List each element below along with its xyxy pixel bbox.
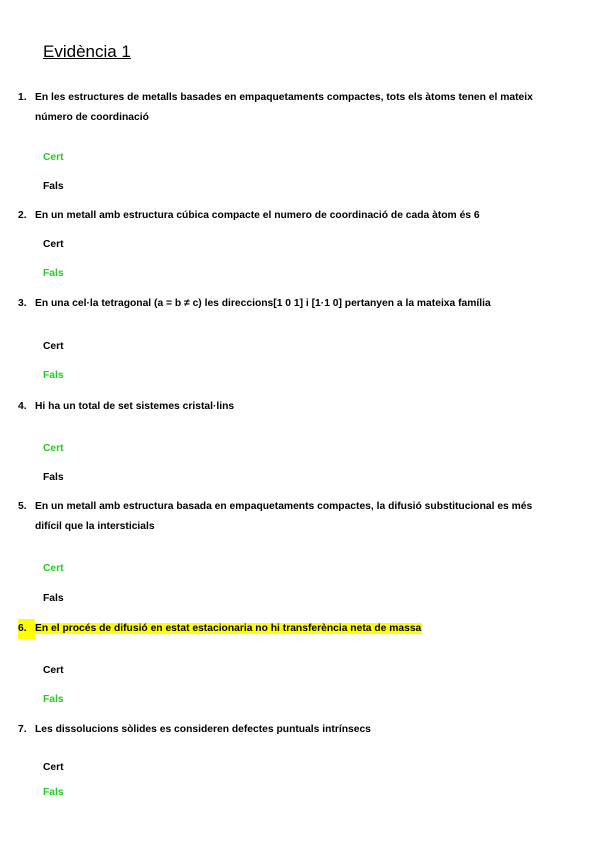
question-6 [18, 619, 558, 639]
question-number: 2. [18, 210, 27, 221]
question-text: En una cel·la tetragonal (a = b ≠ c) les direccions[1 0 1] i [1·1 0] pertanyen a la mateixa família [35, 298, 491, 309]
option-cert[interactable]: Cert [43, 563, 64, 574]
option-cert[interactable]: Cert [43, 239, 64, 250]
option-fals[interactable]: Fals [43, 181, 64, 192]
page-title: Evidència 1 [43, 42, 131, 61]
question-text: En un metall amb estructura basada en empaquetaments compactes, la difusió substitucional es més difícil que la intersticials [35, 501, 533, 532]
option-cert[interactable]: Cert [43, 341, 64, 352]
question-text: En les estructures de metalls basades en empaquetaments compactes, tots els àtoms tenen el mateix número de coordinació [35, 92, 533, 123]
question-7 [18, 720, 558, 740]
question-3 [18, 294, 558, 314]
question-2 [18, 206, 558, 226]
option-cert[interactable]: Cert [43, 152, 64, 163]
option-cert[interactable]: Cert [43, 443, 64, 454]
question-number: 3. [18, 298, 27, 309]
question-number: 1. [18, 92, 27, 103]
question-1 [18, 88, 558, 128]
question-text: Les dissolucions sòlides es consideren defectes puntuals intrínsecs [35, 724, 371, 735]
question-number: 5. [18, 501, 27, 512]
question-text: En el procés de difusió en estat estacionaria no hi transferència neta de massa [35, 623, 422, 634]
option-fals[interactable]: Fals [43, 787, 64, 798]
option-fals[interactable]: Fals [43, 370, 64, 381]
question-number: 6. [18, 619, 35, 639]
option-fals[interactable]: Fals [43, 268, 64, 279]
question-number: 7. [18, 724, 27, 735]
option-cert[interactable]: Cert [43, 762, 64, 773]
option-cert[interactable]: Cert [43, 665, 64, 676]
option-fals[interactable]: Fals [43, 593, 64, 604]
option-fals[interactable]: Fals [43, 694, 64, 705]
question-number: 4. [18, 401, 27, 412]
question-5 [18, 497, 558, 537]
question-text: En un metall amb estructura cúbica compacte el numero de coordinació de cada àtom és 6 [35, 210, 480, 221]
question-text: Hi ha un total de set sistemes cristal·lins [35, 401, 235, 412]
option-fals[interactable]: Fals [43, 472, 64, 483]
question-4 [18, 397, 558, 417]
